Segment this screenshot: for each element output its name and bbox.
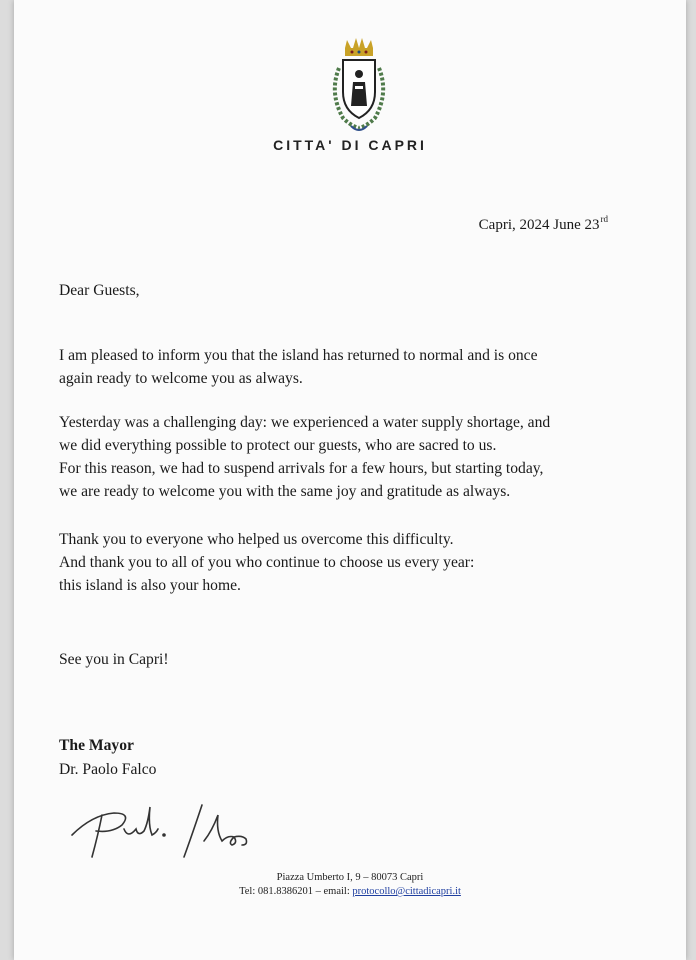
- paragraph-line: again ready to welcome you as always.: [59, 370, 303, 387]
- paragraph-line: And thank you to all of you who continue to choose us every year:: [59, 554, 475, 571]
- paragraph-line: I am pleased to inform you that the island has returned to normal and is once: [59, 347, 538, 364]
- city-crest-logo: [325, 38, 393, 138]
- paragraph-line: this island is also your home.: [59, 577, 241, 594]
- crown-icon: [345, 38, 373, 56]
- paragraph-line: For this reason, we had to suspend arrivals for a few hours, but starting today,: [59, 460, 544, 477]
- closing: [59, 648, 639, 671]
- handwritten-signature: [52, 795, 272, 865]
- closing-text: See you in Capri!: [59, 651, 169, 668]
- date-suffix: rd: [600, 214, 608, 224]
- paragraph-2: [59, 411, 639, 503]
- letter-date: [479, 214, 608, 234]
- salutation-text: Dear Guests,: [59, 282, 140, 299]
- contact-phone: Tel: 081.8386201 – email:: [239, 886, 353, 897]
- city-name: CITTA' DI CAPRI: [273, 137, 427, 153]
- paragraph-line: we are ready to welcome you with the same joy and gratitude as always.: [59, 483, 511, 500]
- paragraph-line: Yesterday was a challenging day: we experienced a water supply shortage, and: [59, 414, 551, 431]
- paragraph-line: Thank you to everyone who helped us overcome this difficulty.: [59, 531, 454, 548]
- salutation: [59, 279, 639, 302]
- paragraph-line: we did everything possible to protect our guests, who are sacred to us.: [59, 437, 497, 454]
- signoff-title: The Mayor: [59, 737, 134, 754]
- letter-page: [14, 0, 686, 960]
- signoff-name: Dr. Paolo Falco: [59, 761, 157, 778]
- paragraph-1: [59, 344, 639, 390]
- footer-address: Piazza Umberto I, 9 – 80073 Capri: [276, 872, 424, 883]
- date-text: Capri, 2024 June 23: [478, 217, 600, 233]
- paragraph-3: [59, 528, 639, 597]
- footer-contact: [14, 886, 686, 897]
- email-link[interactable]: protocollo@cittadicapri.it: [352, 886, 461, 897]
